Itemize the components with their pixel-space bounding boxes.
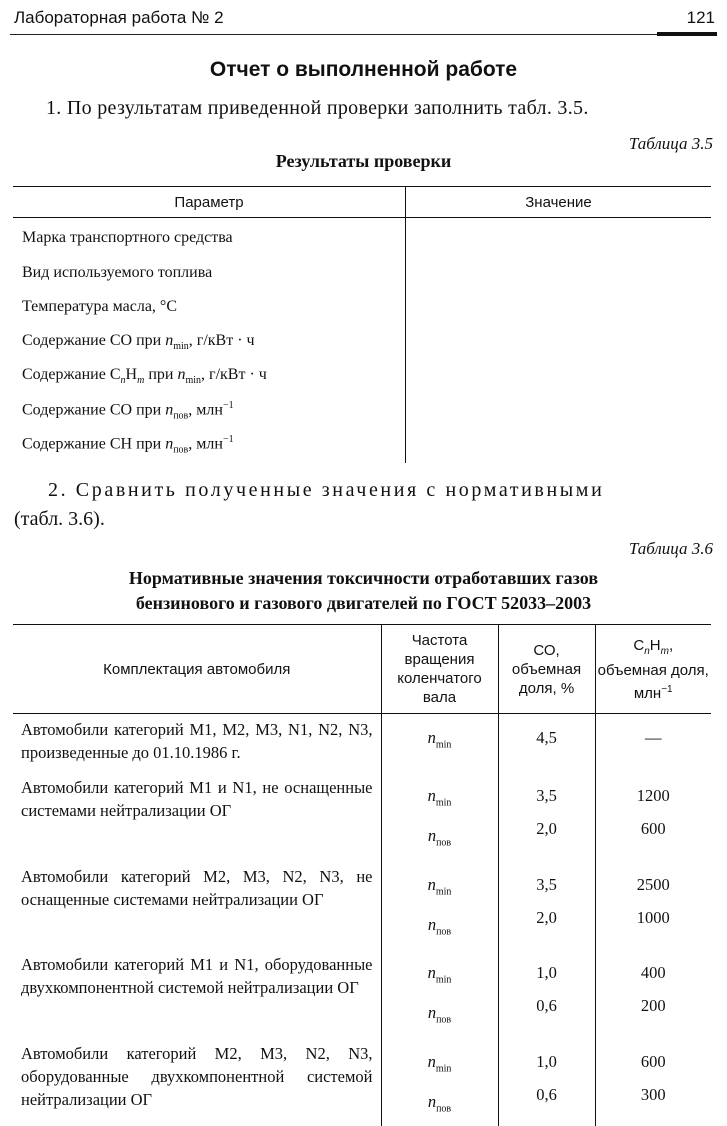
running-header: Лабораторная работа № 2 <box>14 8 224 27</box>
param-cell: Марка транспортного средства <box>13 218 406 256</box>
col-header-value: Значение <box>406 187 712 218</box>
param-cell: Содержание СО при $n_{min}$, г/кВт · ч <box>13 325 406 360</box>
table-row <box>13 949 711 1038</box>
co-cell: 3,5 2,0 <box>498 772 595 861</box>
table-row <box>13 428 711 463</box>
param-cell: Температура масла, °С <box>13 290 406 325</box>
header-rule <box>10 34 717 35</box>
ch-cell: 2500 1000 <box>636 874 670 927</box>
configuration-cell: Автомобили категорий М1, М2, М3, N1, N2, N3, произведенные до 01.10.1986 г. <box>13 714 381 773</box>
table-3-5-title: Результаты проверки <box>275 151 452 171</box>
co-cell: 1,0 0,6 <box>498 1038 595 1126</box>
value-cell <box>406 325 712 360</box>
co-cell: 3,5 2,0 <box>498 861 595 950</box>
table-row <box>13 218 711 256</box>
col-header-configuration: Комплектация автомобиля <box>13 625 381 714</box>
ch-cell: — <box>645 728 662 747</box>
rpm-cell: $n_{min}$ $n_{пов}$ <box>381 949 498 1038</box>
ch-cell: 1200 600 <box>636 786 670 838</box>
configuration-cell: Автомобили категорий М1 и N1, не оснащенные системами нейтрализации ОГ <box>13 772 381 861</box>
page-number: 121 <box>686 8 715 27</box>
configuration-cell: Автомобили категорий М2, М3, N2, N3, оборудованные двухкомпонентной системой нейтрализации ОГ <box>13 1038 381 1126</box>
table-row <box>13 861 711 950</box>
toxicity-norms-table <box>13 624 711 1126</box>
table-row <box>13 359 711 394</box>
value-cell <box>406 218 712 256</box>
table-row <box>13 772 711 861</box>
table-row <box>13 290 711 325</box>
param-cell: Содержание СН при $n_{пов}$, млн$^{-1}$ <box>13 428 406 463</box>
header-rule-accent <box>657 32 717 36</box>
step-2-text: 2. Сравнить полученные значения с нормативными (табл. 3.6). <box>14 479 605 530</box>
table-3-5-label: Таблица 3.5 <box>628 134 713 153</box>
col-header-parameter: Параметр <box>13 187 406 218</box>
col-header-rpm: Частота вращения коленчатого вала <box>381 625 498 714</box>
results-table <box>13 186 711 463</box>
table-3-6-title: Нормативные значения токсичности отработавших газов бензинового и газового двигателей по ГОСТ 52033–2003 <box>128 568 599 613</box>
step-1-text: 1. По результатам приведенной проверки заполнить табл. 3.5. <box>46 97 589 119</box>
co-cell: 1,0 0,6 <box>498 949 595 1038</box>
table-row <box>13 256 711 291</box>
value-cell <box>406 256 712 291</box>
configuration-cell: Автомобили категорий М2, М3, N2, N3, не оснащенные системами нейтрализации ОГ <box>13 861 381 950</box>
value-cell <box>406 394 712 429</box>
table-3-6-label: Таблица 3.6 <box>628 539 713 558</box>
ch-cell: 400 200 <box>640 963 666 1016</box>
value-cell <box>406 359 712 394</box>
report-title: Отчет о выполненной работе <box>209 58 518 81</box>
table-row <box>13 394 711 429</box>
rpm-cell: $n_{min}$ $n_{пов}$ <box>381 1038 498 1126</box>
table-row <box>13 325 711 360</box>
param-cell: Вид используемого топлива <box>13 256 406 291</box>
param-cell: Содержание СО при $n_{пов}$, млн$^{-1}$ <box>13 394 406 429</box>
configuration-cell: Автомобили категорий М1 и N1, оборудованные двухкомпонентной системой нейтрализации ОГ <box>13 949 381 1038</box>
value-cell <box>406 428 712 463</box>
table-row <box>13 1038 711 1126</box>
param-cell: Содержание $С_nН_m$ при $n_{min}$, г/кВт · ч <box>13 359 406 394</box>
col-header-ch: $С_nН_m$, объемная доля, млн$^{-1}$ <box>595 625 711 714</box>
value-cell <box>406 290 712 325</box>
col-header-co: СО, объемная доля, % <box>498 625 595 714</box>
co-cell: 4,5 <box>498 714 595 773</box>
rpm-cell: $n_{min}$ $n_{пов}$ <box>381 772 498 861</box>
rpm-cell: $n_{min}$ $n_{пов}$ <box>381 861 498 950</box>
ch-cell: 600 300 <box>640 1051 666 1104</box>
rpm-cell: $n_{min}$ <box>381 714 498 773</box>
table-row <box>13 714 711 773</box>
